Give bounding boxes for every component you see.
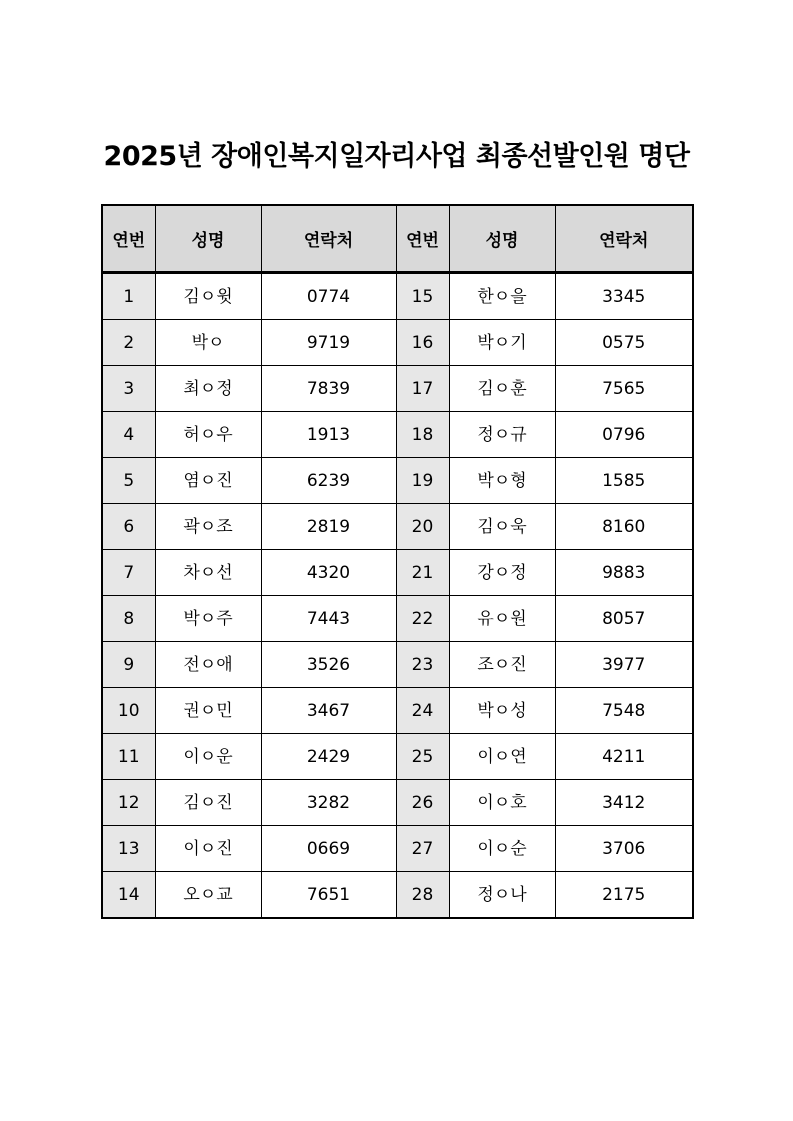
- cell-contact: 3345: [555, 273, 693, 320]
- cell-name: 정ㅇ나: [449, 870, 555, 917]
- cell-contact: 0575: [555, 320, 693, 366]
- cell-name: 박ㅇ: [155, 318, 261, 364]
- table-row: [102, 826, 693, 872]
- cell-name: 박ㅇ성: [449, 686, 555, 732]
- cell-contact: 7565: [555, 366, 693, 412]
- cell-no: 13: [102, 826, 155, 872]
- table-row: [102, 780, 693, 826]
- cell-contact: 2175: [555, 872, 693, 919]
- cell-name: 김ㅇ윗: [155, 271, 261, 318]
- cell-contact: 0774: [261, 273, 396, 320]
- cell-no: 19: [396, 458, 449, 504]
- cell-name: 이ㅇ호: [449, 778, 555, 824]
- cell-contact: 3526: [261, 642, 396, 688]
- cell-contact: 1913: [261, 412, 396, 458]
- table-row: [102, 458, 693, 504]
- header-name-left: 성명: [155, 205, 261, 273]
- cell-no: 6: [102, 504, 155, 550]
- cell-name: 이ㅇ연: [449, 732, 555, 778]
- header-no-right: 연번: [396, 205, 449, 273]
- cell-contact: 7548: [555, 688, 693, 734]
- cell-no: 21: [396, 550, 449, 596]
- cell-contact: 2429: [261, 734, 396, 780]
- roster-table: [101, 204, 694, 919]
- cell-contact: 9883: [555, 550, 693, 596]
- cell-name: 김ㅇ진: [155, 778, 261, 824]
- cell-no: 20: [396, 504, 449, 550]
- cell-contact: 4211: [555, 734, 693, 780]
- table-row: [102, 872, 693, 919]
- cell-contact: 3282: [261, 780, 396, 826]
- cell-name: 김ㅇ욱: [449, 502, 555, 548]
- cell-no: 3: [102, 366, 155, 412]
- cell-contact: 0669: [261, 826, 396, 872]
- cell-no: 2: [102, 320, 155, 366]
- cell-contact: 1585: [555, 458, 693, 504]
- cell-contact: 6239: [261, 458, 396, 504]
- cell-no: 7: [102, 550, 155, 596]
- cell-contact: 8160: [555, 504, 693, 550]
- header-contact-left: 연락처: [261, 205, 396, 273]
- header-name-right: 성명: [449, 205, 555, 273]
- cell-contact: 7651: [261, 872, 396, 919]
- cell-no: 9: [102, 642, 155, 688]
- cell-name: 곽ㅇ조: [155, 502, 261, 548]
- cell-contact: 7443: [261, 596, 396, 642]
- table-row: [102, 550, 693, 596]
- cell-name: 권ㅇ민: [155, 686, 261, 732]
- cell-contact: 0796: [555, 412, 693, 458]
- cell-name: 조ㅇ진: [449, 640, 555, 686]
- header-no-left: 연번: [102, 205, 155, 273]
- cell-no: 12: [102, 780, 155, 826]
- cell-no: 22: [396, 596, 449, 642]
- cell-name: 정ㅇ규: [449, 410, 555, 456]
- cell-no: 23: [396, 642, 449, 688]
- cell-name: 차ㅇ선: [155, 548, 261, 594]
- cell-name: 최ㅇ정: [155, 364, 261, 410]
- cell-name: 이ㅇ진: [155, 824, 261, 870]
- cell-contact: 8057: [555, 596, 693, 642]
- table-row: [102, 504, 693, 550]
- cell-no: 14: [102, 872, 155, 919]
- table-row: [102, 366, 693, 412]
- cell-no: 5: [102, 458, 155, 504]
- cell-name: 이ㅇ운: [155, 732, 261, 778]
- roster-body: [102, 273, 693, 919]
- cell-no: 27: [396, 826, 449, 872]
- cell-contact: 4320: [261, 550, 396, 596]
- table-row: [102, 412, 693, 458]
- cell-name: 박ㅇ형: [449, 456, 555, 502]
- cell-contact: 2819: [261, 504, 396, 550]
- cell-contact: 7839: [261, 366, 396, 412]
- cell-name: 전ㅇ애: [155, 640, 261, 686]
- cell-name: 박ㅇ기: [449, 318, 555, 364]
- page-title: 2025년 장애인복지일자리사업 최종선발인원 명단: [103, 141, 690, 172]
- cell-no: 28: [396, 872, 449, 919]
- cell-contact: 3467: [261, 688, 396, 734]
- table-row: [102, 320, 693, 366]
- table-row: [102, 688, 693, 734]
- cell-no: 11: [102, 734, 155, 780]
- cell-no: 15: [396, 273, 449, 320]
- cell-contact: 3706: [555, 826, 693, 872]
- cell-name: 박ㅇ주: [155, 594, 261, 640]
- cell-name: 한ㅇ을: [449, 271, 555, 318]
- cell-no: 24: [396, 688, 449, 734]
- cell-no: 4: [102, 412, 155, 458]
- table-row: [102, 596, 693, 642]
- cell-name: 염ㅇ진: [155, 456, 261, 502]
- table-row: [102, 734, 693, 780]
- cell-contact: 9719: [261, 320, 396, 366]
- cell-no: 10: [102, 688, 155, 734]
- cell-name: 김ㅇ훈: [449, 364, 555, 410]
- header-contact-right: 연락처: [555, 205, 693, 273]
- cell-no: 16: [396, 320, 449, 366]
- cell-no: 8: [102, 596, 155, 642]
- cell-contact: 3977: [555, 642, 693, 688]
- cell-no: 17: [396, 366, 449, 412]
- cell-no: 1: [102, 273, 155, 320]
- cell-name: 강ㅇ정: [449, 548, 555, 594]
- header-row: [102, 205, 693, 273]
- cell-no: 25: [396, 734, 449, 780]
- table-row: [102, 273, 693, 320]
- cell-name: 오ㅇ교: [155, 870, 261, 917]
- cell-name: 허ㅇ우: [155, 410, 261, 456]
- cell-no: 18: [396, 412, 449, 458]
- cell-name: 이ㅇ순: [449, 824, 555, 870]
- cell-contact: 3412: [555, 780, 693, 826]
- table-row: [102, 642, 693, 688]
- cell-name: 유ㅇ원: [449, 594, 555, 640]
- cell-no: 26: [396, 780, 449, 826]
